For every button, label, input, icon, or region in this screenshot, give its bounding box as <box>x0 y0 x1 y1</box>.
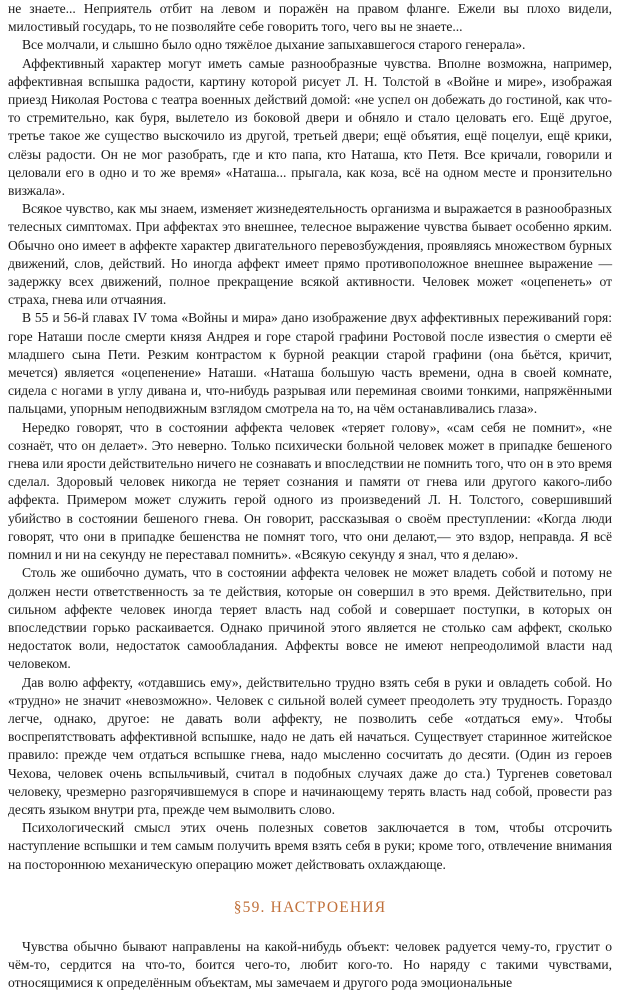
paragraph-8: Дав волю аффекту, «отдавшись ему», действительно трудно взять себя в руки и овладеть собой. Но «трудно» не значит «невозможно». Человек с сильной волей сумеет преодолеть эту трудность. Гораздо легче, однако, другое: не давать воли аффекту, не позволить себе «отдаться ему». Чтобы воспрепятствовать аффективной вспышке, надо не дать ей начаться. Существует старинное житейское правило: прежде чем отдаться вспышке гнева, надо мысленно сосчитать до десяти. (Один из героев Чехова, человек очень вспыльчивый, считал в подобных случаях даже до ста.) Тургенев советовал человеку, чрезмерно разгорячившемуся в споре и начинающему терять власть над собой, провести раз десять языком внутри рта, прежде чем вымолвить слово. <box>8 674 612 817</box>
body-text <box>8 0 612 874</box>
paragraph-1: не знаете... Неприятель отбит на левом и поражён на правом фланге. Ежели вы плохо видели, милостивый государь, то не позволяйте себе говорить того, чего вы не знаете... <box>8 1 612 35</box>
paragraph-5: В 55 и 56-й главах IV тома «Войны и мира» дано изображение двух аффективных переживаний горя: горе Наташи после смерти князя Андрея и горе старой графини Ростовой после известия о смерти её младшего сына Пети. Резким контрастом к бурной реакции старой графини (она бьётся, кричит, мечется) является «оцепенение» Наташи. «Наташа большую часть времени, одна в своей комнате, сидела с ногами в углу дивана и, что-нибудь разрывая или переминая своими тонкими, напряжёнными пальцами, упорным неподвижным взглядом смотрела на то, на чём останавливались глаза». <box>8 310 612 417</box>
paragraph-section-intro: Чувства обычно бывают направлены на какой-нибудь объект: человек радуется чему-то, грустит о чём-то, сердится на что-то, боится чего-то, любит кого-то. Но наряду с такими чувствами, относящимися к определённым объектам, мы замечаем и другого рода эмоциональные <box>8 938 612 991</box>
paragraph-3: Аффективный характер могут иметь самые разнообразные чувства. Вполне возможна, например, аффективная вспышка радости, картину которой рисует Л. Н. Толстой в «Войне и мире», изображая приезд Николая Ростова с театра военных действий домой: «не успел он добежать до гостиной, как что-то стремительно, как буря, вылетело из боковой двери и обняло и стало целовать его. Ещё другое, третье такое же существо выскочило из другой, третьей двери; ещё объятия, ещё поцелуи, ещё крики, слёзы радости. Он не мог разобрать, где и кто папа, кто Наташа, кто Петя. Все кричали, говорили и целовали его в одно и то же время» «Наташа... прыгала, как коза, всё на одном месте и пронзительно визжала». <box>8 55 612 199</box>
paragraph-4: Всякое чувство, как мы знаем, изменяет жизнедеятельность организма и выражается в разнообразных телесных симптомах. При аффектах это внешнее, телесное выражение чувства бывает особенно ярким. Обычно оно имеет в аффекте характер двигательного перевозбуждения, проявляясь множеством бурных движений, слов, действий. Но иногда аффект имеет прямо противоположное внешнее выражение — задержку всех движений, полное прекращение всякой активности. Человек может «оцепенеть» от страха, гнева или отчаяния. <box>8 201 612 308</box>
section-heading: §59. НАСТРОЕНИЯ <box>233 898 387 916</box>
section-body <box>8 938 612 992</box>
paragraph-2: Все молчали, и слышно было одно тяжёлое дыхание запыхавшегося старого генерала». <box>22 37 526 53</box>
paragraph-6: Нередко говорят, что в состоянии аффекта человек «теряет голову», «сам себя не помнит», «не сознаёт, что он делает». Это неверно. Только психически больной человек может в припадке бешеного гнева или ярости действительно ничего не сознавать и впоследствии не помнить того, что он в это время сделал. Здоровый человек никогда не теряет сознания и памяти от гнева или другого какого-либо аффекта. Примером может служить герой одного из произведений Л. Н. Толстого, совершивший убийство в состоянии бешеного гнева. Он говорит, рассказывая о своём преступлении: «Когда люди говорят, что они в припадке бешенства не помнят того, что они делают,— это вздор, неправда. Я всё помнил и ни на секунду не переставал помнить». «Всякую секунду я знал, что я делаю». <box>8 419 612 563</box>
paragraph-9: Психологический смысл этих очень полезных советов заключается в том, чтобы отсрочить наступление вспышки и тем самым получить время взять себя в руки; кроме того, отвлечение внимания на постороннюю механическую операцию может действовать охлаждающе. <box>8 820 612 872</box>
paragraph-7: Столь же ошибочно думать, что в состоянии аффекта человек не может владеть собой и потому не должен нести ответственность за те действия, которые он совершил в это время. Действительно, при сильном аффекте человек иногда теряет власть над собой и совершает поступки, в которых он впоследствии горько раскаивается. Однако причиной этого является не столько сам аффект, сколько недостаток воли, недостаток самообладания. Аффекты вовсе не имеют непреодолимой власти над человеком. <box>8 565 612 672</box>
